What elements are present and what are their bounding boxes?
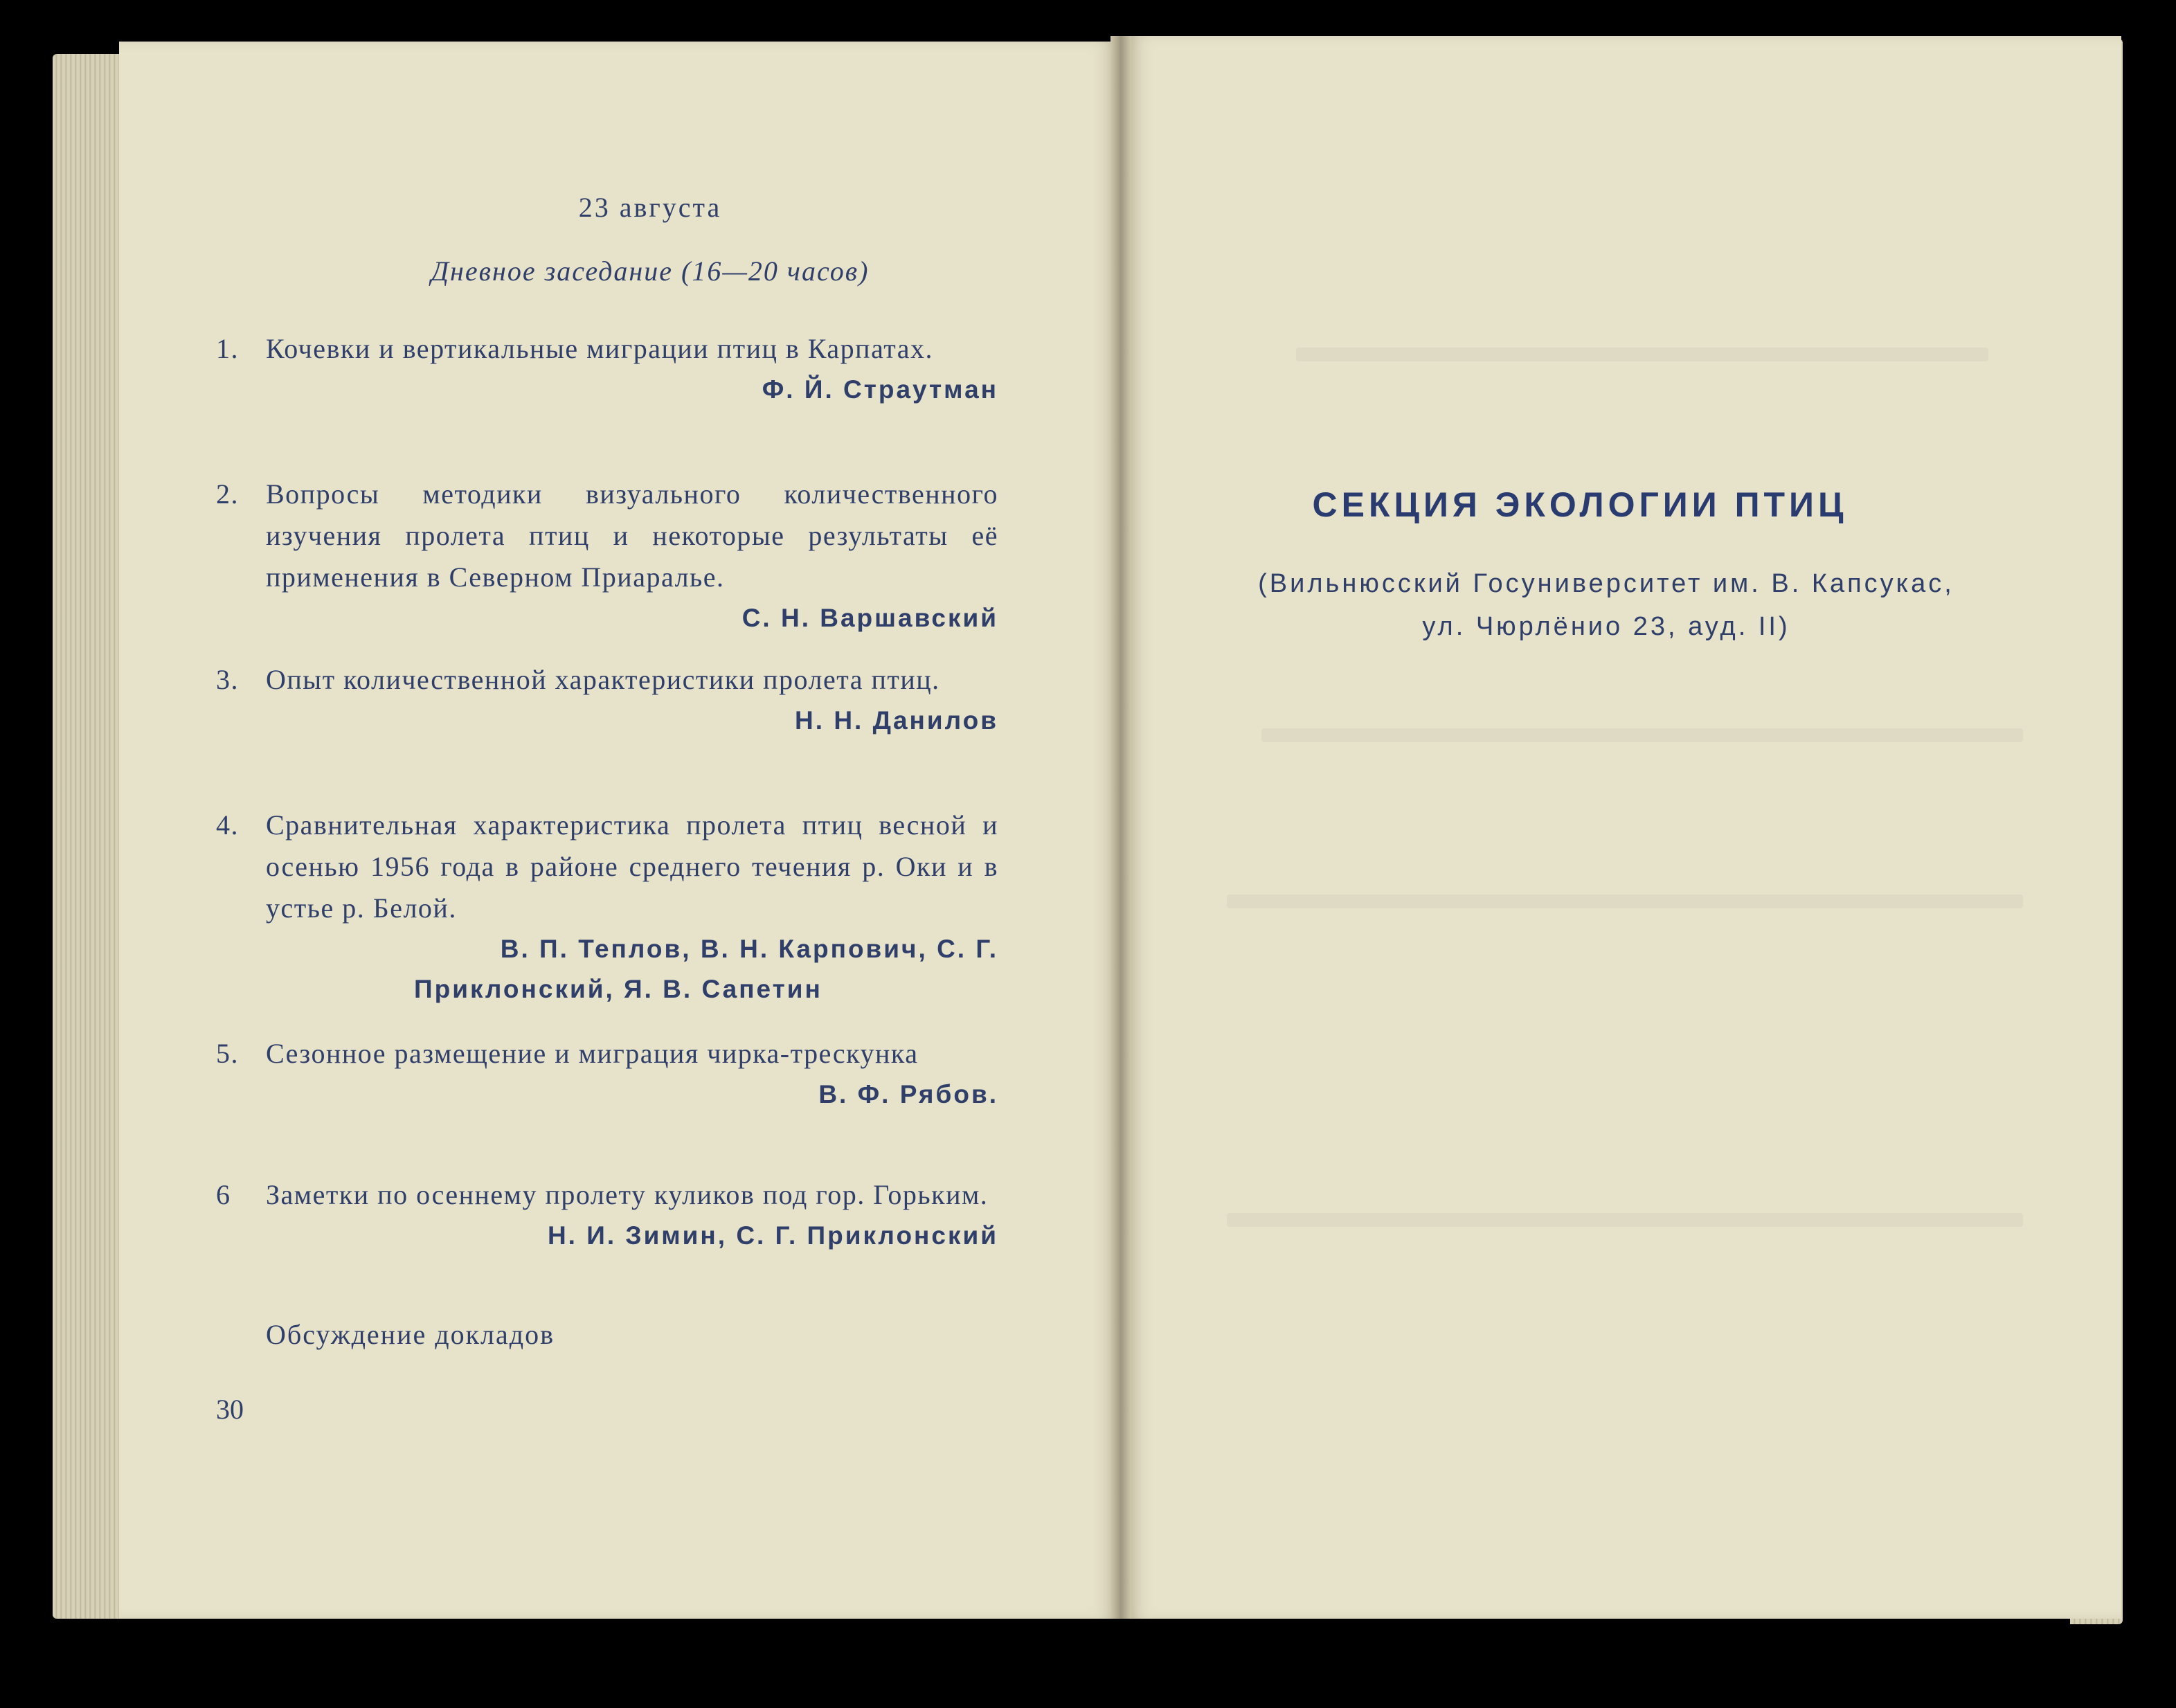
item-author: Н. И. Зимин, С. Г. Приклонский: [547, 1221, 998, 1250]
agenda-item: [216, 1174, 998, 1256]
item-number: 2.: [216, 478, 239, 510]
item-text: Опыт количественной характеристики пролета птиц.: [266, 664, 940, 695]
section-location: [1177, 562, 2035, 648]
item-number: 6: [216, 1179, 231, 1210]
item-author: Приклонский, Я. В. Сапетин: [414, 975, 822, 1003]
item-author: Н. Н. Данилов: [795, 706, 998, 735]
item-text: Сравнительная характеристика пролета птиц весной и осенью 1956 года в районе среднего течения р. Оки и в устье р. Белой.: [266, 809, 998, 924]
session-date: 23 августа: [578, 192, 722, 223]
page-stack-left-edge: [53, 54, 129, 1619]
agenda-item: [216, 474, 998, 638]
right-page: [1123, 36, 2121, 1619]
page-number: 30: [216, 1394, 244, 1425]
item-number: 4.: [216, 809, 239, 840]
section-location-line2: ул. Чюрлёнио 23, ауд. II): [1422, 612, 1790, 641]
item-author: Ф. Й. Страутман: [762, 375, 998, 404]
session-title: Дневное заседание (16—20 часов): [431, 255, 870, 287]
item-number: 1.: [216, 333, 239, 364]
item-number: 5.: [216, 1038, 239, 1069]
item-author: В. Ф. Рябов.: [818, 1080, 998, 1108]
item-number: 3.: [216, 664, 239, 695]
item-author: С. Н. Варшавский: [741, 604, 998, 632]
item-author: В. П. Теплов, В. Н. Карпович, С. Г.: [500, 935, 998, 963]
agenda-item: [216, 1033, 998, 1115]
item-text: Заметки по осеннему пролету куликов под гор. Горьким.: [266, 1179, 989, 1210]
agenda-item: [216, 804, 998, 1009]
item-text: Кочевки и вертикальные миграции птиц в Карпатах.: [266, 333, 934, 364]
item-text: Сезонное размещение и миграция чирка-трескунка: [266, 1038, 919, 1069]
book-gutter: [1111, 36, 1131, 1619]
section-location-line1: (Вильнюсский Госуниверситет им. В. Капсукас,: [1258, 569, 1954, 598]
agenda-item: [216, 659, 998, 741]
item-text: Вопросы методики визуального количественного изучения пролета птиц и некоторые результаты её применения в Северном Приаралье.: [266, 478, 998, 593]
agenda-item: [216, 328, 998, 410]
section-title: СЕКЦИЯ ЭКОЛОГИИ ПТИЦ: [1312, 485, 1848, 524]
discussion-note: Обсуждение докладов: [266, 1319, 555, 1350]
